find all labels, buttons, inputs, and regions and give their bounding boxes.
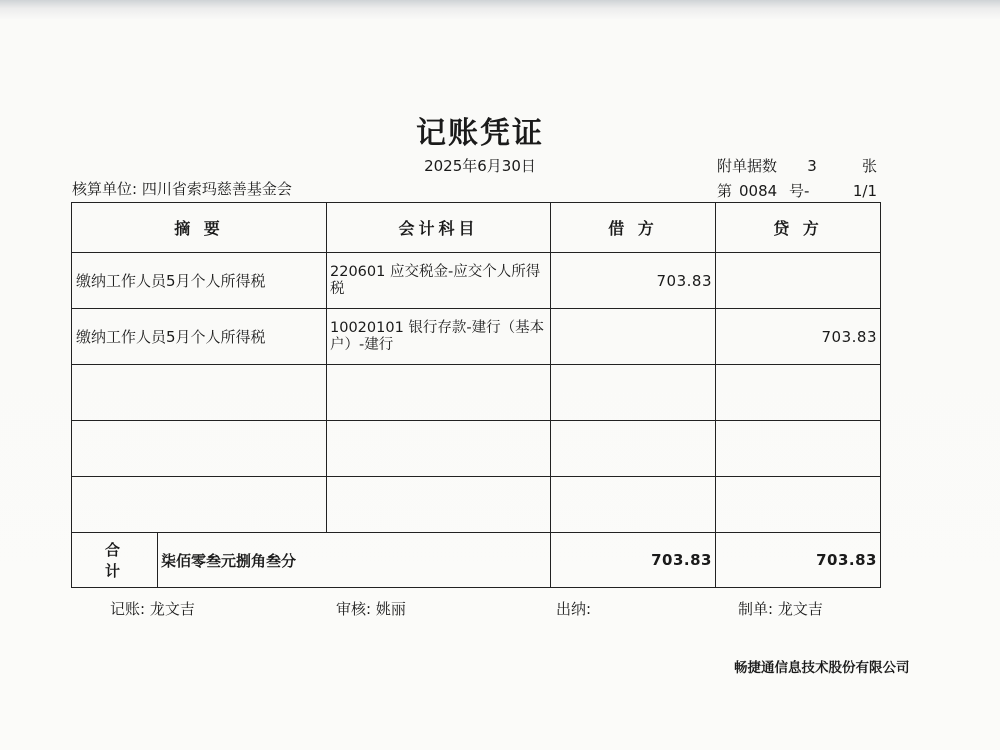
accounting-unit-label: 核算单位:: [72, 180, 138, 198]
row-debit: [551, 365, 716, 421]
bookkeeper-name: 龙文吉: [149, 600, 195, 618]
row-summary: [72, 421, 327, 477]
header-summary: 摘 要: [72, 203, 327, 253]
table-header-row: [72, 203, 881, 253]
attachment-count: [717, 155, 877, 176]
row-summary: 缴纳工作人员5月个人所得税: [72, 309, 327, 365]
total-row: [72, 533, 881, 588]
cashier-label: 出纳:: [556, 600, 592, 618]
accounting-unit: [72, 178, 292, 199]
row-account: [327, 365, 551, 421]
voucher-table: [71, 202, 881, 588]
header-credit: 贷 方: [716, 203, 881, 253]
table-row: [72, 477, 881, 533]
row-debit: [551, 421, 716, 477]
software-vendor: 畅捷通信息技术股份有限公司: [734, 660, 910, 676]
attachment-unit: 张: [862, 157, 878, 175]
row-credit: [716, 477, 881, 533]
row-account: 220601 应交税金-应交个人所得税: [327, 253, 551, 309]
total-amount-words: 柒佰零叁元捌角叁分: [158, 533, 551, 588]
voucher-number-prefix: 第: [717, 182, 733, 200]
row-debit: [551, 477, 716, 533]
row-account: [327, 477, 551, 533]
row-credit: 703.83: [716, 309, 881, 365]
bookkeeper-signature: [110, 598, 195, 619]
voucher-title: 记账凭证: [416, 116, 544, 151]
row-summary: [72, 365, 327, 421]
cashier-signature: [556, 598, 591, 619]
preparer-name: 龙文吉: [777, 600, 823, 618]
table-row: [72, 253, 881, 309]
row-debit: [551, 309, 716, 365]
row-credit: [716, 421, 881, 477]
preparer-label: 制单:: [738, 600, 774, 618]
voucher-number-value: 0084: [739, 182, 778, 200]
attachment-number: 3: [807, 157, 817, 175]
preparer-signature: [738, 598, 823, 619]
total-label: 合 计: [72, 533, 158, 588]
table-row: [72, 365, 881, 421]
header-debit: 借 方: [551, 203, 716, 253]
table-row: [72, 309, 881, 365]
reviewer-label: 审核:: [336, 600, 372, 618]
voucher-number: [717, 180, 877, 201]
bookkeeper-label: 记账:: [110, 600, 146, 618]
accounting-unit-value: 四川省索玛慈善基金会: [141, 180, 292, 198]
total-credit: 703.83: [716, 533, 881, 588]
row-account: 10020101 银行存款-建行（基本户）-建行: [327, 309, 551, 365]
row-summary: [72, 477, 327, 533]
total-debit: 703.83: [551, 533, 716, 588]
reviewer-name: 姚丽: [375, 600, 406, 618]
reviewer-signature: [336, 598, 406, 619]
row-debit: 703.83: [551, 253, 716, 309]
voucher-page-number: 1/1: [852, 182, 877, 200]
table-row: [72, 421, 881, 477]
row-credit: [716, 253, 881, 309]
row-account: [327, 421, 551, 477]
voucher-date: 2025年6月30日: [424, 157, 536, 175]
row-credit: [716, 365, 881, 421]
header-account: 会计科目: [327, 203, 551, 253]
attachment-label: 附单据数: [717, 157, 778, 175]
row-summary: 缴纳工作人员5月个人所得税: [72, 253, 327, 309]
voucher-number-suffix: 号-: [789, 182, 810, 200]
